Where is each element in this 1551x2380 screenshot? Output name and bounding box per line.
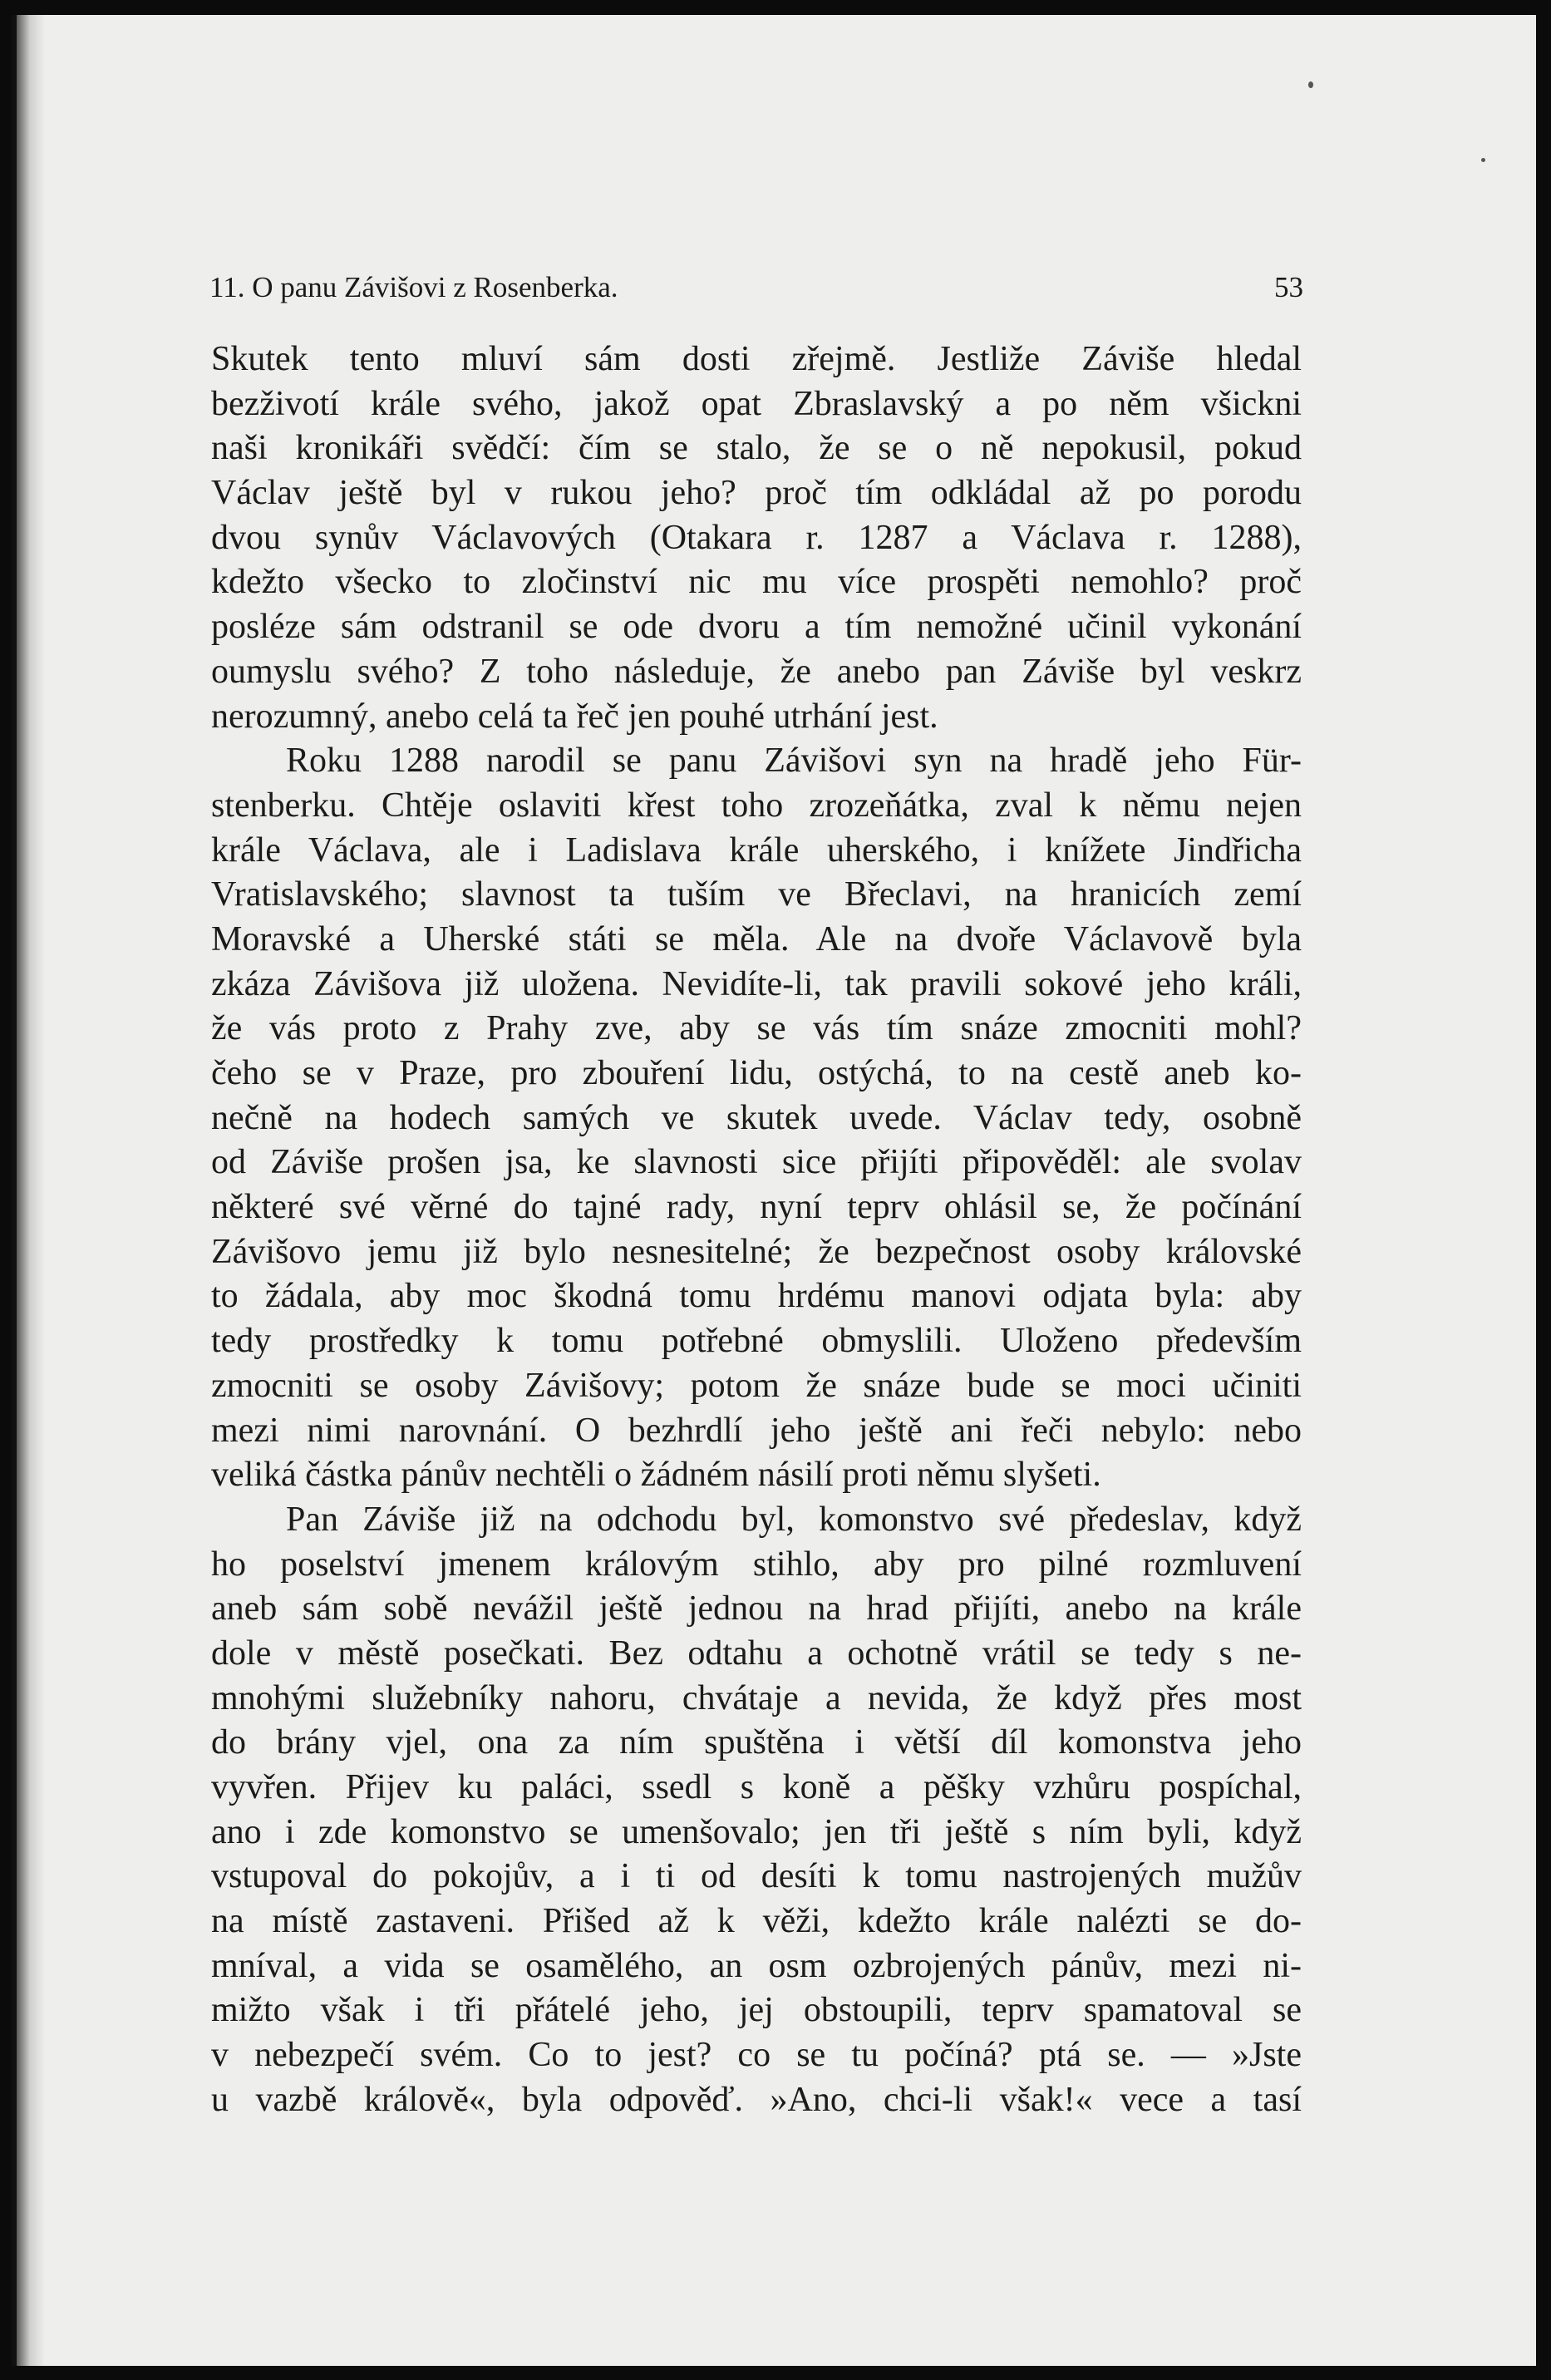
- text-line: dole v městě posečkati. Bez odtahu a ochotně vrátil se tedy s ne-: [211, 1633, 1302, 1673]
- text-line: ho poselství jmenem královým stihlo, aby pro pilné rozmluvení: [211, 1545, 1302, 1584]
- text-line: dvou synův Václavových (Otakara r. 1287 a Václava r. 1288),: [211, 518, 1302, 557]
- text-line: naši kronikáři svědčí: čím se stalo, že se o ně nepokusil, pokud: [211, 429, 1302, 468]
- text-line: bezživotí krále svého, jakož opat Zbraslavský a po něm všickni: [211, 384, 1302, 423]
- paper-speck: [1308, 81, 1313, 88]
- text-line: Závišovo jemu již bylo nesnesitelné; že bezpečnost osoby královské: [211, 1232, 1302, 1271]
- text-line: mnohými služebníky nahoru, chvátaje a nevida, že když přes most: [211, 1678, 1302, 1717]
- text-line: nečně na hodech samých ve skutek uvede. Václav tedy, osobně: [211, 1098, 1302, 1137]
- text-line: do brány vjel, ona za ním spuštěna i větší díl komonstva jeho: [211, 1723, 1302, 1762]
- text-line: oumyslu svého? Z toho následuje, že anebo pan Záviše byl veskrz: [211, 652, 1302, 691]
- text-line: ano i zde komonstvo se umenšovalo; jen tři ještě s ním byli, když: [211, 1812, 1302, 1851]
- text-line: Václav ještě byl v rukou jeho? proč tím odkládal až po porodu: [211, 474, 1302, 513]
- text-line: některé své věrné do tajné rady, nyní teprv ohlásil se, že počínání: [211, 1188, 1302, 1227]
- text-line: zmocniti se osoby Závišovy; potom že snáze bude se moci učiniti: [211, 1366, 1302, 1405]
- paper-speck: [1481, 158, 1485, 162]
- binding-shadow: [12, 15, 45, 2366]
- text-line: stenberku. Chtěje oslaviti křest toho zrozeňátka, zval k němu nejen: [211, 786, 1302, 825]
- running-title: 11. O panu Závišovi z Rosenberka.: [209, 271, 618, 303]
- text-line: posléze sám odstranil se ode dvoru a tím nemožné učinil vykonání: [211, 608, 1302, 647]
- text-line: nerozumný, anebo celá ta řeč jen pouhé utrhání jest.: [211, 697, 938, 736]
- binding-edge: [12, 15, 17, 2366]
- text-line: vyvřen. Přijev ku paláci, ssedl s koně a pěšky vzhůru pospíchal,: [211, 1768, 1302, 1806]
- text-line: čeho se v Praze, pro zbouření lidu, ostýchá, to na cestě aneb ko-: [211, 1054, 1302, 1092]
- text-line: to žádala, aby moc škodná tomu hrdému manovi odjata byla: aby: [211, 1277, 1302, 1316]
- book-page: [12, 15, 1536, 2366]
- text-line: krále Václava, ale i Ladislava krále uherského, i knížete Jindřicha: [211, 830, 1302, 870]
- text-line: vstupoval do pokojův, a i ti od desíti k tomu nastrojených mužův: [211, 1857, 1302, 1896]
- text-line: v nebezpečí svém. Co to jest? co se tu počíná? ptá se. — »Jste: [211, 2036, 1302, 2075]
- text-line: Vratislavského; slavnost ta tuším ve Břeclavi, na hranicích zemí: [211, 875, 1302, 914]
- text-line: mníval, a vida se osamělého, an osm ozbrojených pánův, mezi ni-: [211, 1946, 1302, 1985]
- text-line: tedy prostředky k tomu potřebné obmyslili. Uloženo především: [211, 1322, 1302, 1361]
- text-line: Skutek tento mluví sám dosti zřejmě. Jestliže Záviše hledal: [211, 340, 1302, 378]
- text-line: mezi nimi narovnání. O bezhrdlí jeho ještě ani řeči nebylo: nebo: [211, 1411, 1302, 1450]
- text-line: u vazbě královĕ«, byla odpověď. »Ano, chci-li však!« vece a tasí: [211, 2080, 1302, 2119]
- text-line: mižto však i tři přátelé jeho, jej obstoupili, teprv spamatoval se: [211, 1991, 1302, 2030]
- text-line: zkáza Závišova již uložena. Nevidíte-li, tak pravili sokové jeho králi,: [211, 964, 1302, 1003]
- text-line: na místě zastaveni. Přišed až k věži, kdežto krále nalézti se do-: [211, 1902, 1302, 1941]
- text-line: aneb sám sobě nevážil ještě jednou na hrad přijíti, anebo na krále: [211, 1589, 1302, 1629]
- page-header: [209, 271, 1303, 313]
- text-line: že vás proto z Prahy zve, aby se vás tím snáze zmocniti mohl?: [211, 1009, 1302, 1048]
- body-text: [211, 338, 1302, 2123]
- page-number: 53: [1274, 271, 1303, 303]
- text-line: kdežto všecko to zločinství nic mu více prospěti nemohlo? proč: [211, 563, 1302, 602]
- text-line: od Záviše prošen jsa, ke slavnosti sice přijíti připověděl: ale svolav: [211, 1143, 1302, 1182]
- text-line: veliká částka pánův nechtěli o žádném násilí proti němu slyšeti.: [211, 1456, 1101, 1495]
- text-line: Pan Záviše již na odchodu byl, komonstvo své předeslav, když: [286, 1500, 1302, 1539]
- text-line: Roku 1288 narodil se panu Závišovi syn na hradě jeho Für-: [286, 742, 1302, 781]
- text-line: Moravské a Uherské státi se měla. Ale na dvoře Václavově byla: [211, 919, 1302, 958]
